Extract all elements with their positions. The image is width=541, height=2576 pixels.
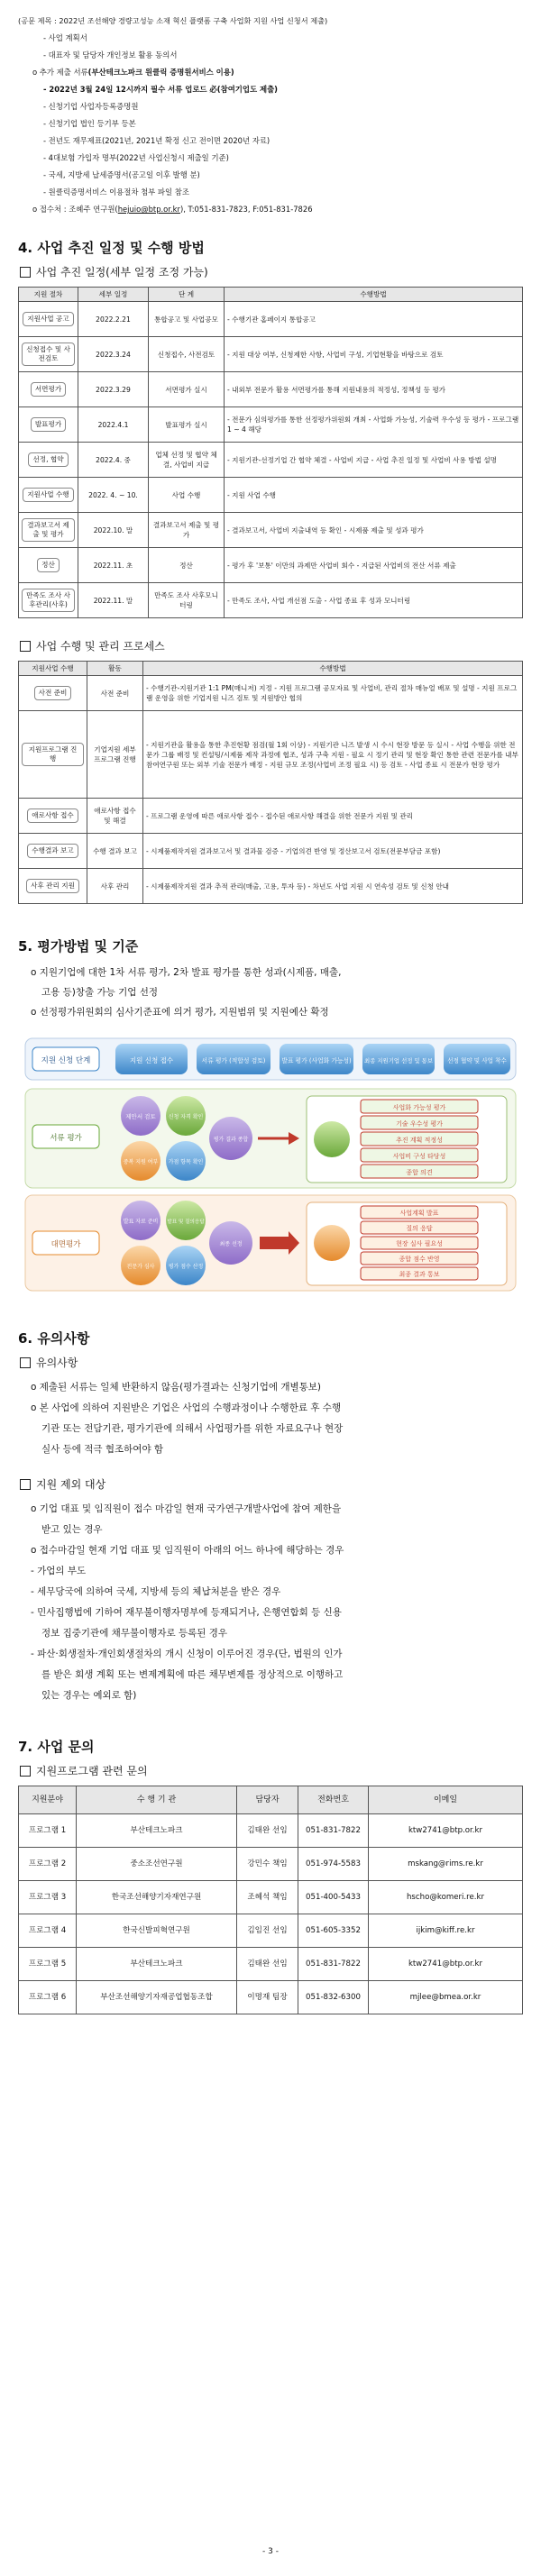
eval-list-item: 추진 계획 적정성: [396, 1137, 443, 1144]
table-row: [19, 548, 523, 583]
exclusion-line: - 파산·회생절차·개인회생절차의 개시 신청이 이루어진 경우(단, 법원의 인가: [31, 1649, 343, 1659]
table-row: [19, 583, 523, 618]
table-header: 담당자: [237, 1786, 298, 1814]
manager-cell: 김태완 선임: [237, 1814, 298, 1848]
table-header: 세부 일정: [78, 288, 149, 302]
method-cell: - 전문가 심의평가를 통한 선정평가위원회 개최 - 사업화 가능성, 기술력 우수성 등 평가 - 프로그램 1 ~ 4 해당: [225, 407, 523, 443]
step-cell: [19, 407, 78, 443]
method-cell: - 내외부 전문가 활용 서면평가를 통해 지원내용의 적정성, 정책성 등 평가: [225, 372, 523, 407]
contact-table: [18, 1786, 523, 2014]
step-box: 만족도 조사 사후관리(사후): [22, 589, 75, 612]
manager-cell: 강민수 책임: [237, 1848, 298, 1881]
table-row: [19, 1981, 523, 2014]
step-box: 신청접수 및 사전검토: [22, 343, 75, 366]
org-cell: 한국조선해양기자재연구원: [77, 1881, 237, 1914]
inquiry-subtitle: 지원프로그램 관련 문의: [18, 1763, 523, 1778]
eval-list-item: 질의 응답: [406, 1225, 433, 1232]
step-cell: [19, 799, 87, 834]
row-label: 지원 신청 단계: [41, 1056, 91, 1065]
table-row: [19, 1914, 523, 1948]
step-box: 지원사업 수행: [23, 488, 73, 502]
table-header: 수 행 기 관: [77, 1786, 237, 1814]
phone-cell: 051-605-3352: [298, 1914, 369, 1948]
table-header: 이메일: [369, 1786, 523, 1814]
table-row: [19, 478, 523, 513]
exclusion-line: 있는 경우는 예외로 함): [41, 1690, 137, 1701]
eval-list-item: 사업계획 발표: [399, 1210, 439, 1217]
email-cell[interactable]: mskang@rims.re.kr: [369, 1848, 523, 1881]
exclusion-subtitle: 지원 제외 대상: [18, 1476, 523, 1492]
step-cell: [19, 583, 78, 618]
table-header: 지원 절차: [19, 288, 78, 302]
email-cell[interactable]: ktw2741@btp.or.kr: [369, 1948, 523, 1981]
activity-cell: 수행 결과 보고: [87, 834, 143, 869]
section-6-title: 6. 유의사항: [18, 1330, 90, 1347]
exclusion-line: 받고 있는 경우: [41, 1524, 103, 1535]
table-row: [19, 1814, 523, 1848]
table-row: [19, 443, 523, 478]
notice-line: 실사 등에 적극 협조하여야 함: [41, 1444, 164, 1455]
activity-cell: 사전 준비: [87, 676, 143, 711]
date-cell: 2022.3.24: [78, 337, 149, 372]
exclusion-line: o 접수마감일 현재 기업 대표 및 임직원이 아래의 어느 하나에 해당하는 경우: [31, 1545, 344, 1556]
table-header: 수행방법: [225, 288, 523, 302]
eval-circle-label: 발표 및 질의응답: [167, 1219, 205, 1225]
flow-step-label: 선정 협약 및 사업 착수: [447, 1057, 507, 1064]
exclusion-line: o 기업 대표 및 임직원이 접수 마감일 현재 국가연구개발사업에 참여 제한을: [31, 1503, 342, 1514]
table-row: [19, 513, 523, 548]
page-number: - 3 -: [262, 2547, 279, 2556]
eval-circle-label: 평가 점수 산정: [168, 1264, 204, 1270]
program-cell: 프로그램 4: [19, 1914, 77, 1948]
schedule-table: [18, 287, 523, 618]
phone-cell: 051-831-7822: [298, 1814, 369, 1848]
stage-cell: 정산: [149, 548, 225, 583]
step-box: 정산: [37, 558, 60, 572]
eval-circle-label: 평가 결과 종합: [213, 1137, 249, 1143]
table-header-row: [19, 1786, 523, 1814]
org-cell: 한국신발피혁연구원: [77, 1914, 237, 1948]
method-cell: - 프로그램 운영에 따른 애로사항 접수 - 접수된 애로사항 해결을 위한 전문가 지원 및 관리: [143, 799, 523, 834]
flow-step-label: 서류 평가 (적합성 검토): [201, 1057, 266, 1064]
deadline-text: - 2022년 3월 24일 12시까지 필수 서류 업로드 必(참여기업도 제출): [43, 85, 278, 94]
date-cell: 2022.3.29: [78, 372, 149, 407]
method-cell: - 결과보고서, 사업비 지출내역 등 확인 - 시제품 제출 및 성과 평가: [225, 513, 523, 548]
email-cell[interactable]: hscho@komeri.re.kr: [369, 1881, 523, 1914]
step-box: 서면평가: [31, 382, 66, 397]
step-box: 지원사업 공고: [23, 312, 73, 326]
stage-cell: 결과보고서 제출 및 평가: [149, 513, 225, 548]
step-box: 발표평가: [31, 417, 66, 432]
eval-circle-label: 중복 지원 여부: [123, 1159, 159, 1165]
date-cell: 2022. 4. ~ 10.: [78, 478, 149, 513]
criteria-line: o 지원기업에 대한 1차 서류 평가, 2차 발표 평가를 통한 성과(시제품, 매출,: [31, 967, 342, 978]
eval-list-item: 종합 의견: [406, 1169, 433, 1176]
step-cell: [19, 478, 78, 513]
evaluation-criteria: [18, 963, 523, 1022]
table-row: [19, 869, 523, 904]
exclusion-line: 를 받은 회생 계획 또는 변제계획에 따른 채무변제를 정상적으로 이행하고: [41, 1669, 344, 1680]
activity-cell: 기업지원 세부 프로그램 진행: [87, 711, 143, 799]
exclusion-line: - 민사집행법에 기하여 재무불이행자명부에 등재되거나, 은행연합회 등 신용: [31, 1607, 342, 1618]
flow-step-label: 지원 신청 접수: [129, 1056, 174, 1064]
method-cell: - 수행기관 홈페이지 통합공고: [225, 302, 523, 337]
method-cell: - 지원기관을 활용을 통한 추진현황 점검(월 1회 이상) - 지원기관 니즈 발생 시 수시 현장 방문 등 실시 - 사업 수행을 위한 전문가 그룹 배정 및 컨설팅/시제품 제작 과정에 협조, 성과 구축 지원 - 필요 시 정기 관리 및 현장 확인 통한 관련 전문가를 내부 참여연구원 또는 외부 기술 전문가 배정 - 지원 규모 조정(사업비 조정 필요 시) 등 검토 - 사업 종료 시 전문가 현장 평가: [143, 711, 523, 799]
org-cell: 부산조선해양기자재공업협동조합: [77, 1981, 237, 2014]
table-row: [19, 372, 523, 407]
date-cell: 2022.2.21: [78, 302, 149, 337]
exclusion-list: [18, 1499, 523, 1706]
method-cell: - 지원기관-선정기업 간 협약 체결 - 사업비 지급 - 사업 추진 일정 및 사업비 사용 방법 설명: [225, 443, 523, 478]
method-cell: - 만족도 조사, 사업 개선점 도출 - 사업 종료 후 성과 모니터링: [225, 583, 523, 618]
table-row: [19, 799, 523, 834]
step-cell: [19, 372, 78, 407]
doc-item: - 사업 계획서: [43, 33, 87, 42]
schedule-subtitle: 사업 추진 일정(세부 일정 조정 가능): [18, 264, 523, 279]
date-cell: 2022.11. 말: [78, 583, 149, 618]
flow-step-label: 발표 평가 (사업화 가능성): [281, 1057, 352, 1064]
step-cell: [19, 337, 78, 372]
criteria-line: 고용 등)창출 가능 기업 선정: [41, 987, 159, 998]
table-header-row: [19, 662, 523, 676]
phone-cell: 051-974-5583: [298, 1848, 369, 1881]
notice-list: [18, 1377, 523, 1460]
contact-email-link[interactable]: hejuio@btp.or.kr: [117, 205, 180, 214]
contact-line: o 접수처 : 조혜주 연구원(hejuio@btp.or.kr), T:051-831-7823, F:051-831-7826: [32, 205, 313, 214]
eval-list-item: 사업비 구성 타당성: [392, 1153, 446, 1160]
program-cell: 프로그램 6: [19, 1981, 77, 2014]
org-cell: 부산테크노파크: [77, 1948, 237, 1981]
step-box: 지원프로그램 진행: [22, 743, 84, 766]
step-box: 애로사항 접수: [27, 808, 78, 823]
checkbox-icon: [20, 1357, 31, 1368]
eval-list-item: 최종 결과 통보: [399, 1271, 440, 1278]
date-cell: 2022.4.1: [78, 407, 149, 443]
email-cell[interactable]: ijkim@kiff.re.kr: [369, 1914, 523, 1948]
flow-step-label: 최종 지원기업 선정 및 통보: [363, 1057, 434, 1064]
table-row: [19, 711, 523, 799]
table-row: [19, 337, 523, 372]
method-cell: - 평가 후 '보통' 이만의 과제만 사업비 회수 - 지급된 사업비의 전산 서류 제출: [225, 548, 523, 583]
evaluation-diagram: [18, 1035, 523, 1298]
extra-doc-item: - 국세, 지방세 납세증명서(공고일 이후 발행 분): [43, 170, 200, 179]
evaluation-flow-svg: [18, 1035, 523, 1294]
phone-cell: 051-400-5433: [298, 1881, 369, 1914]
table-row: [19, 1848, 523, 1881]
table-header: 활동: [87, 662, 143, 676]
manager-cell: 조혜석 책임: [237, 1881, 298, 1914]
submission-section: [18, 13, 523, 218]
step-cell: [19, 302, 78, 337]
checkbox-icon: [20, 1766, 31, 1777]
org-cell: 부산테크노파크: [77, 1814, 237, 1848]
program-cell: 프로그램 3: [19, 1881, 77, 1914]
extra-doc-item: - 전년도 재무제표(2021년, 2021년 확정 신고 전이면 2020년 자료): [43, 136, 270, 145]
step-cell: [19, 834, 87, 869]
phone-cell: 051-831-7822: [298, 1948, 369, 1981]
table-header: 지원분야: [19, 1786, 77, 1814]
table-header: 단 계: [149, 288, 225, 302]
program-cell: 프로그램 1: [19, 1814, 77, 1848]
manager-cell: 이명재 팀장: [237, 1981, 298, 2014]
table-row: [19, 676, 523, 711]
exclusion-line: - 세무당국에 의하여 국세, 지방세 등의 체납처분을 받은 경우: [31, 1586, 281, 1597]
activity-cell: 애로사항 접수 및 해결: [87, 799, 143, 834]
notice-line: o 제출된 서류는 일체 반환하지 않음(평가결과는 신청기업에 개별통보): [31, 1382, 321, 1393]
eval-list-item: 현장 실사 필요성: [396, 1240, 443, 1247]
table-row: [19, 407, 523, 443]
manager-cell: 김임진 선임: [237, 1914, 298, 1948]
table-row: [19, 302, 523, 337]
section-5-title: 5. 평가방법 및 기준: [18, 938, 139, 955]
method-cell: - 지원 사업 수행: [225, 478, 523, 513]
row-label: 서류 평가: [50, 1134, 82, 1143]
step-cell: [19, 548, 78, 583]
eval-circle-label: 가점 항목 확인: [168, 1159, 204, 1165]
eval-circle-label: 발표 자료 준비: [123, 1219, 159, 1225]
onestop-note: - 원클릭증명서비스 이용절차 첨부 파일 참조: [43, 187, 189, 196]
stage-cell: 서면평가 실시: [149, 372, 225, 407]
eval-circle-label: 전문가 심사: [126, 1264, 155, 1270]
table-header: 지원사업 수행: [19, 662, 87, 676]
manager-cell: 김태완 선임: [237, 1948, 298, 1981]
stage-cell: 업체 선정 및 협약 체결, 사업비 지급: [149, 443, 225, 478]
activity-cell: 사후 관리: [87, 869, 143, 904]
process-table: [18, 661, 523, 904]
method-cell: - 시제품제작지원 결과보고서 및 결과물 검증 - 기업의견 반영 및 정산보고서 검토(전문부담금 포함): [143, 834, 523, 869]
page: [18, 0, 523, 2014]
notice-line: 기관 또는 전담기관, 평가기관에 의해서 사업평가를 위한 자료요구나 현장: [41, 1423, 344, 1434]
step-cell: [19, 513, 78, 548]
note-title: (공문 제목 : 2022년 조선해양 경량고성능 소재 혁신 플랫폼 구축 사업화 지원 사업 신청서 제출): [18, 16, 328, 25]
method-cell: - 수행기관-지원기관 1:1 PM(매니저) 지정 - 지원 프로그램 공모자료 및 사업비, 관리 절차 매뉴얼 배포 및 설명 - 지원 프로그램 운영을 위한 기업지원 니즈 검토 및 지원방안 협의: [143, 676, 523, 711]
date-cell: 2022.11. 초: [78, 548, 149, 583]
stage-cell: 사업 수행: [149, 478, 225, 513]
stage-cell: 통합공고 및 사업공모: [149, 302, 225, 337]
row-label: 대면평가: [50, 1240, 81, 1249]
step-cell: [19, 676, 87, 711]
notice-line: o 본 사업에 의하여 지원받은 기업은 사업의 수행과정이나 수행한료 후 수행: [31, 1402, 342, 1413]
step-box: 결과보고서 제출 및 평가: [22, 518, 75, 542]
email-cell[interactable]: ktw2741@btp.or.kr: [369, 1814, 523, 1848]
program-cell: 프로그램 2: [19, 1848, 77, 1881]
stage-cell: 신청접수, 사전검토: [149, 337, 225, 372]
eval-list-item: 기술 우수성 평가: [396, 1120, 443, 1128]
process-subtitle: 사업 수행 및 관리 프로세스: [18, 638, 523, 653]
checkbox-icon: [20, 641, 31, 652]
step-cell: [19, 711, 87, 799]
step-box: 수행결과 보고: [27, 844, 78, 858]
method-cell: - 지원 대상 여부, 신청제한 사항, 사업비 구성, 기업현황을 바탕으로 검토: [225, 337, 523, 372]
eval-circle-label: 최종 선정: [219, 1241, 243, 1247]
step-cell: [19, 443, 78, 478]
stage-cell: 만족도 조사 사후모니터링: [149, 583, 225, 618]
email-cell[interactable]: mjlee@bmea.or.kr: [369, 1981, 523, 2014]
extra-docs-title: o 추가 제출 서류(부산테크노파크 원클릭 증명원서비스 이용): [32, 68, 234, 77]
section-4-title: 4. 사업 추진 일정 및 수행 방법: [18, 240, 205, 256]
stage-cell: 발표평가 실시: [149, 407, 225, 443]
table-row: [19, 1948, 523, 1981]
table-row: [19, 834, 523, 869]
eval-list-item: 사업화 가능성 평가: [392, 1104, 446, 1111]
exclusion-line: - 가업의 부도: [31, 1566, 87, 1576]
step-cell: [19, 869, 87, 904]
checkbox-icon: [20, 267, 31, 278]
program-cell: 프로그램 5: [19, 1948, 77, 1981]
step-box: 사후 관리 지원: [26, 879, 79, 893]
checkbox-icon: [20, 1479, 31, 1490]
method-cell: - 시제품제작지원 결과 추적 관리(매출, 고용, 투자 등) - 차년도 사업 지원 시 연속성 검토 및 신청 안내: [143, 869, 523, 904]
extra-doc-item: - 신청기업 법인 등기부 등본: [43, 119, 136, 128]
eval-circle-label: 제안서 검토: [125, 1113, 156, 1120]
exclusion-line: 정보 집중기관에 채무불이행자로 등록된 경우: [41, 1628, 228, 1639]
step-box: 사전 준비: [34, 686, 72, 700]
date-cell: 2022.10. 말: [78, 513, 149, 548]
table-header: 전화번호: [298, 1786, 369, 1814]
eval-circle-label: 신청 자격 확인: [168, 1114, 204, 1120]
table-header-row: [19, 288, 523, 302]
step-box: 선정, 협약: [28, 452, 68, 467]
phone-cell: 051-832-6300: [298, 1981, 369, 2014]
table-header: 수행방법: [143, 662, 523, 676]
date-cell: 2022.4. 중: [78, 443, 149, 478]
extra-doc-item: - 신청기업 사업자등록증명원: [43, 102, 139, 111]
table-row: [19, 1881, 523, 1914]
extra-doc-item: - 4대보험 가입자 명부(2022년 사업신청시 제출일 기준): [43, 153, 229, 162]
section-7-title: 7. 사업 문의: [18, 1739, 95, 1755]
notice-subtitle: 유의사항: [18, 1355, 523, 1370]
org-cell: 중소조선연구원: [77, 1848, 237, 1881]
doc-item: - 대표자 및 담당자 개인정보 활용 동의서: [43, 50, 178, 59]
eval-list-item: 종합 점수 반영: [399, 1256, 440, 1263]
criteria-line: o 선정평가위원회의 심사기준표에 의거 평가, 지원범위 및 지원예산 확정: [31, 1007, 329, 1018]
